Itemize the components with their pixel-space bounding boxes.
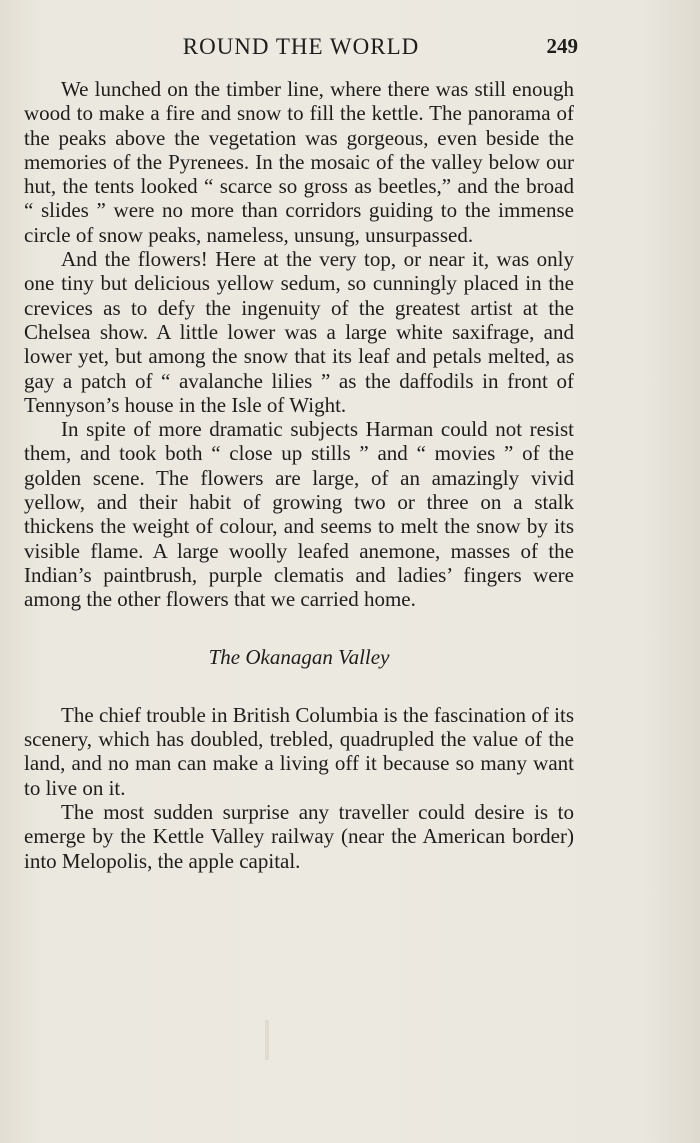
paragraph-flowers: And the flowers! Here at the very top, or near it, was only one tiny but delicious yellow sedum, so cunningly placed in the crevices as to defy the ingenuity of the greatest artist at the Chelsea show. A little lower was a large white saxifrage, and lower yet, but among the snow that its leaf and petals melted, as gay a patch of “ avalanche lilies ” as the daffodils in front of Tennyson’s house in the Isle of Wight. — [24, 247, 574, 417]
body-text — [24, 77, 574, 873]
paragraph-melopolis: The most sudden surprise any traveller could desire is to emerge by the Kettle Valley railway (near the American border) into Melopolis, the apple capital. — [24, 800, 574, 873]
page-number: 249 — [546, 34, 578, 58]
page-header — [24, 32, 578, 66]
paragraph-timber-line: We lunched on the timber line, where there was still enough wood to make a fire and snow to fill the kettle. The panorama of the peaks above the vegetation was gorgeous, even beside the memories of the Pyrenees. In the mosaic of the valley below our hut, the tents looked “ scarce so gross as beetles,” and the broad “ slides ” were no more than corridors guiding to the immense circle of snow peaks, nameless, unsung, unsurpassed. — [24, 77, 574, 247]
running-head: ROUND THE WORLD — [182, 34, 420, 59]
paragraph-british-columbia: The chief trouble in British Columbia is the fascination of its scenery, which has doubled, trebled, quadrupled the value of the land, and no man can make a living off it because so many want to live on it. — [24, 702, 574, 800]
section-heading: The Okanagan Valley — [208, 644, 390, 669]
paper-mark — [265, 1020, 269, 1060]
paragraph-harman: In spite of more dramatic subjects Harman could not resist them, and took both “ close up stills ” and “ movies ” of the golden scene. The flowers are large, of an amazingly vivid yellow, and their habit of growing two or three on a stalk thickens the weight of colour, and seems to melt the snow by its visible flame. A large woolly leafed anemone, masses of the Indian’s paintbrush, purple clematis and ladies’ fingers were among the other flowers that we carried home. — [24, 417, 574, 612]
